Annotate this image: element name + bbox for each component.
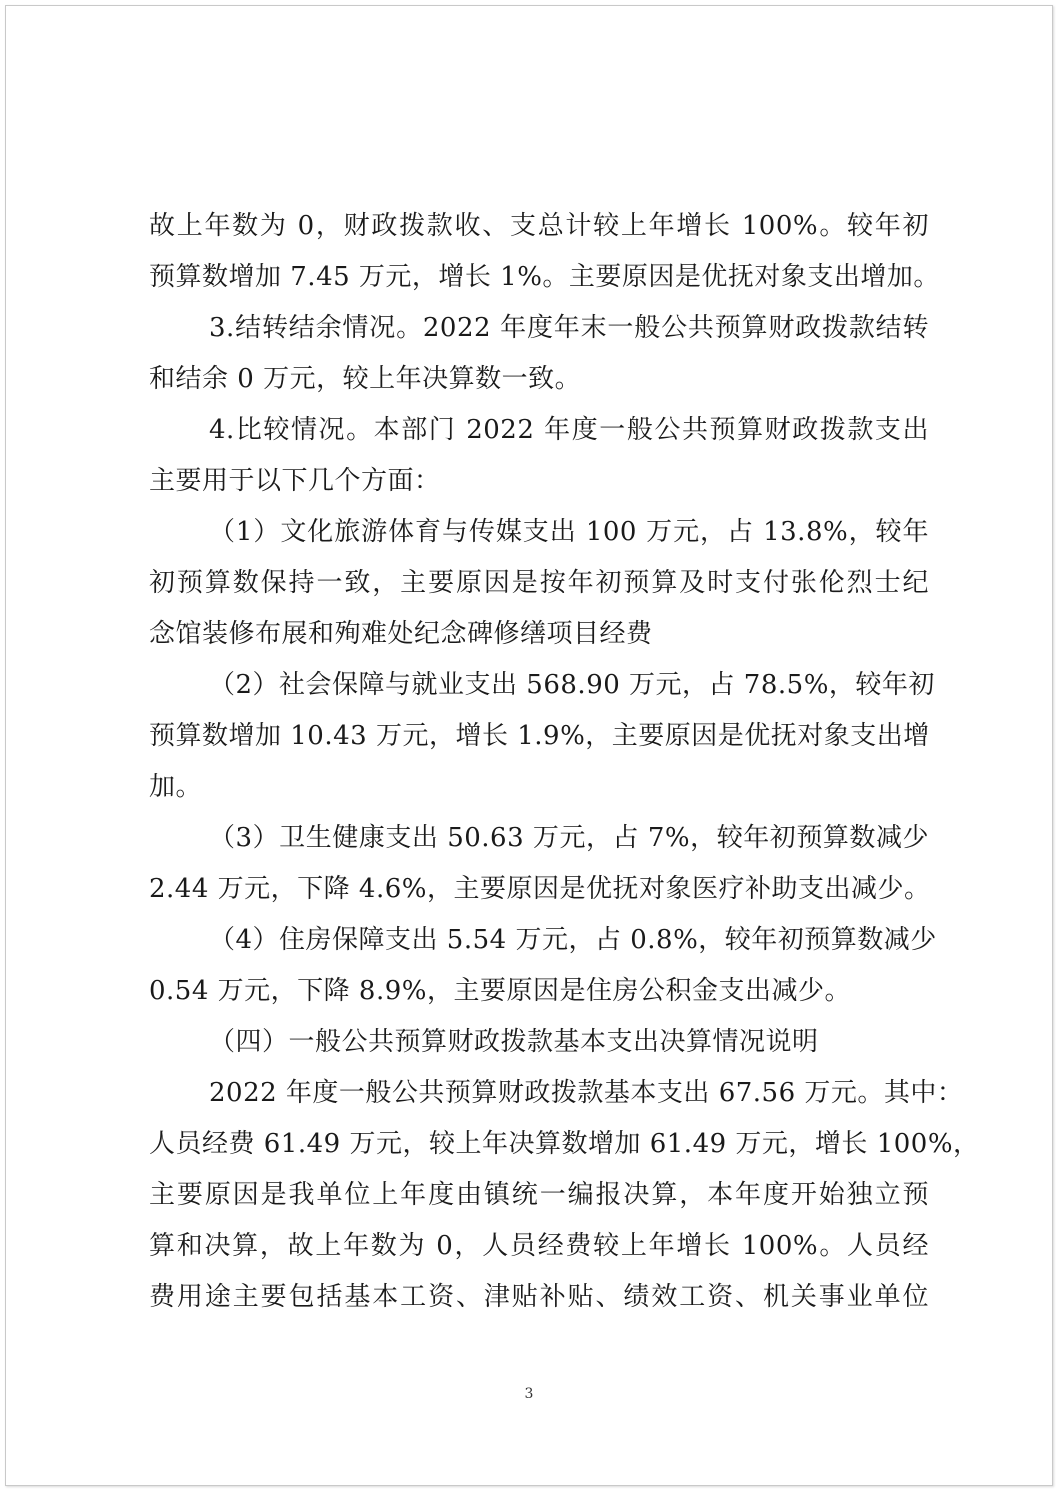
text-line: 加。: [149, 772, 203, 802]
text-line: 初预算数保持一致，主要原因是按年初预算及时支付张伦烈士纪: [149, 568, 929, 598]
text-line: （4）住房保障支出 5.54 万元，占 0.8%，较年初预算数减少: [209, 925, 937, 955]
text-line: 算和决算，故上年数为 0，人员经费较上年增长 100%。人员经: [149, 1231, 929, 1261]
text-line: 预算数增加 7.45 万元，增长 1%。主要原因是优抚对象支出增加。: [149, 262, 940, 292]
text-line: （1）文化旅游体育与传媒支出 100 万元，占 13.8%，较年: [209, 517, 929, 547]
text-line: 主要原因是我单位上年度由镇统一编报决算，本年度开始独立预: [149, 1180, 929, 1210]
section-heading: （四）一般公共预算财政拨款基本支出决算情况说明: [209, 1027, 819, 1057]
text-line: 主要用于以下几个方面：: [149, 466, 441, 496]
text-line: 人员经费 61.49 万元，较上年决算数增加 61.49 万元，增长 100%，: [149, 1129, 980, 1159]
text-line: 2.44 万元，下降 4.6%，主要原因是优抚对象医疗补助支出减少。: [149, 874, 931, 904]
text-line: 3.结转结余情况。2022 年度年末一般公共预算财政拨款结转: [209, 313, 929, 343]
document-page: [5, 5, 1053, 1486]
text-line: 预算数增加 10.43 万元，增长 1.9%，主要原因是优抚对象支出增: [149, 721, 930, 751]
text-line: 费用途主要包括基本工资、津贴补贴、绩效工资、机关事业单位: [149, 1282, 929, 1312]
page-number: 3: [524, 1386, 534, 1402]
text-line: 0.54 万元，下降 8.9%，主要原因是住房公积金支出减少。: [149, 976, 851, 1006]
text-line: 4.比较情况。本部门 2022 年度一般公共预算财政拨款支出: [209, 415, 929, 445]
text-line: （2）社会保障与就业支出 568.90 万元，占 78.5%，较年初: [209, 670, 935, 700]
text-line: 故上年数为 0，财政拨款收、支总计较上年增长 100%。较年初: [149, 211, 929, 241]
text-line: 2022 年度一般公共预算财政拨款基本支出 67.56 万元。其中：: [209, 1078, 964, 1108]
text-line: 念馆装修布展和殉难处纪念碑修缮项目经费: [149, 619, 653, 649]
body-text: [149, 201, 980, 1323]
text-line: （3）卫生健康支出 50.63 万元，占 7%，较年初预算数减少: [209, 823, 929, 853]
text-line: 和结余 0 万元，较上年决算数一致。: [149, 364, 582, 394]
